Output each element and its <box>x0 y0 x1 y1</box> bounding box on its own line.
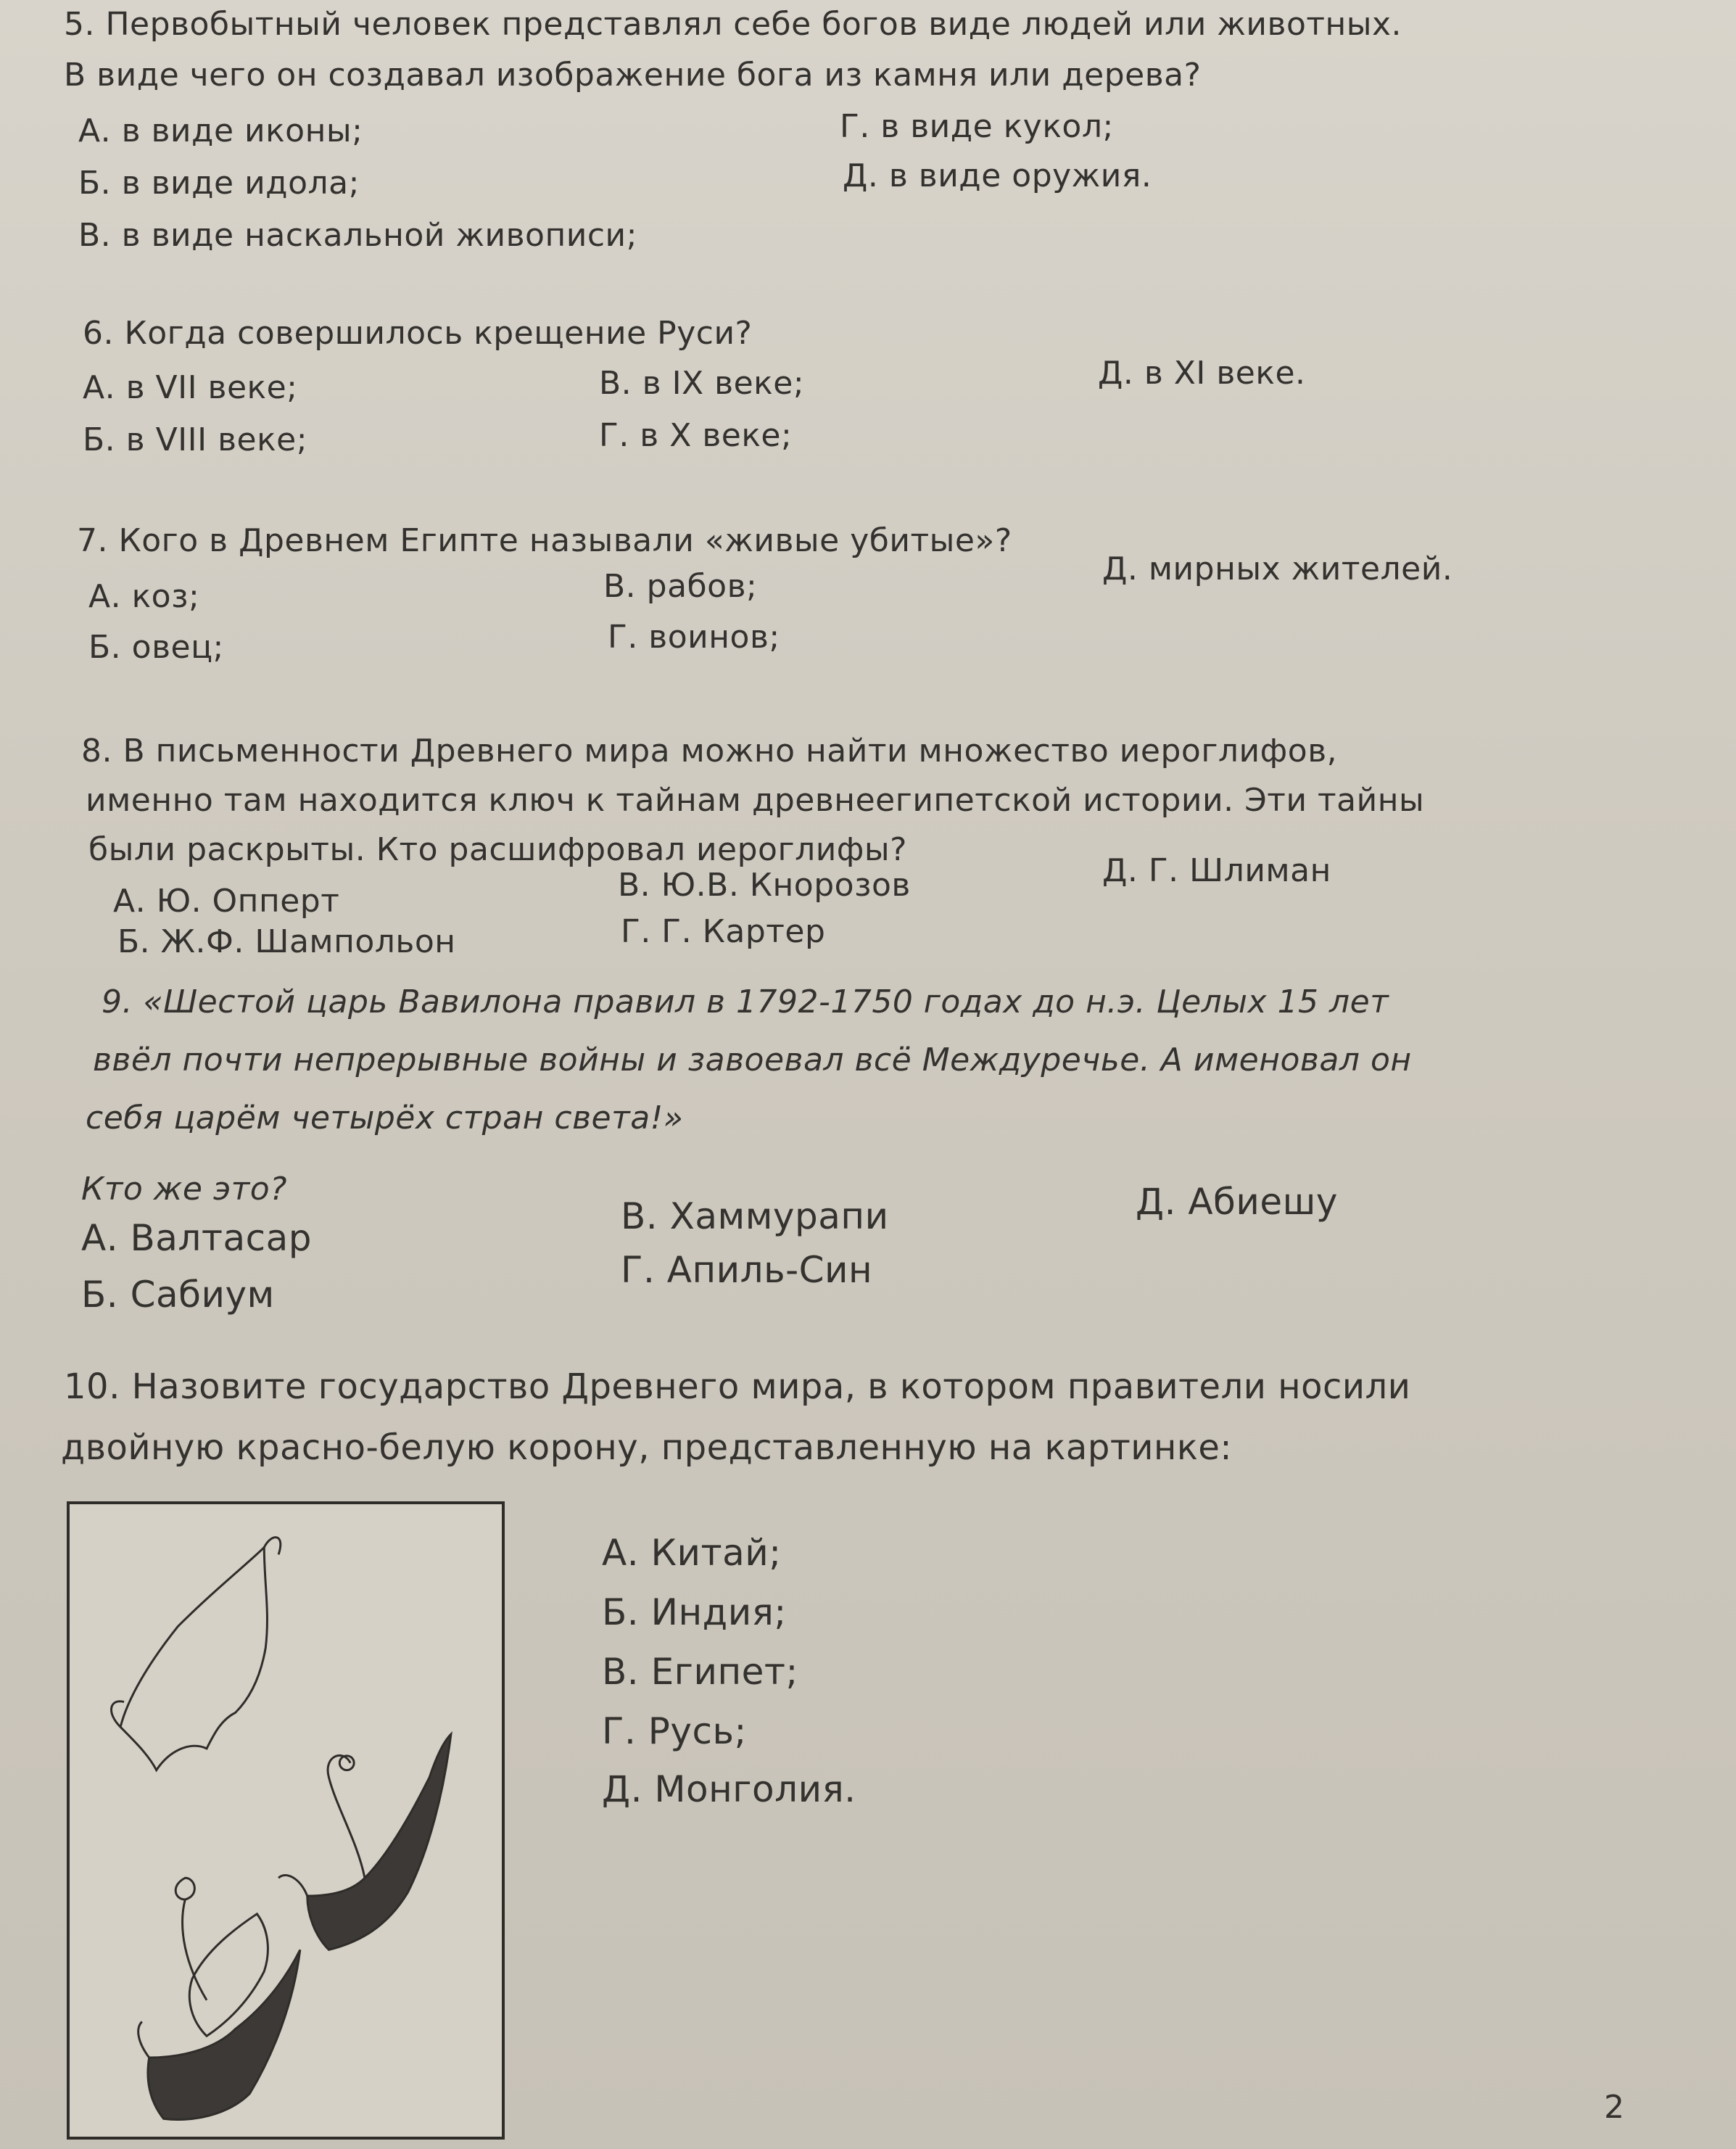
q6-option-g: Г. в X веке; <box>599 417 793 454</box>
q5-option-d: Д. в виде оружия. <box>843 157 1152 194</box>
q9-line-4: Кто же это? <box>81 1171 288 1208</box>
q10-option-g: Г. Русь; <box>602 1710 747 1752</box>
q7-option-v: В. рабов; <box>603 568 758 605</box>
q9-option-d: Д. Абиешу <box>1136 1181 1338 1223</box>
q10-option-a: А. Китай; <box>602 1532 782 1574</box>
q7-option-g: Г. воинов; <box>608 619 780 656</box>
q6-option-d: Д. в XI веке. <box>1098 355 1306 392</box>
q9-option-v: В. Хаммурапи <box>621 1195 889 1237</box>
q6-option-a: А. в VII веке; <box>83 369 298 406</box>
q5-line-1: 5. Первобытный человек представлял себе богов виде людей или животных. <box>64 6 1402 43</box>
q8-option-b: Б. Ж.Ф. Шампольон <box>117 923 456 960</box>
q8-line-1: 8. В письменности Древнего мира можно найти множество иероглифов, <box>81 733 1338 770</box>
q9-option-a: А. Валтасар <box>81 1217 313 1259</box>
q10-option-b: Б. Индия; <box>602 1591 787 1633</box>
double-crown-illustration <box>67 1501 505 2140</box>
q9-option-b: Б. Сабиум <box>81 1274 275 1316</box>
q10-option-v: В. Египет; <box>602 1651 798 1693</box>
q8-option-d: Д. Г. Шлиман <box>1102 852 1331 889</box>
q7-option-d: Д. мирных жителей. <box>1102 550 1453 587</box>
q9-line-2: ввёл почти непрерывные войны и завоевал всё Междуречье. А именовал он <box>93 1041 1412 1078</box>
q5-option-v: В. в виде наскальной живописи; <box>78 217 637 254</box>
q8-line-3: были раскрыты. Кто расшифровал иероглифы? <box>88 831 908 868</box>
q6-option-b: Б. в VIII веке; <box>83 421 308 458</box>
q9-line-3: себя царём четырёх стран света!» <box>86 1100 684 1137</box>
q8-option-a: А. Ю. Опперт <box>113 883 340 920</box>
q7-option-b: Б. овец; <box>88 629 224 666</box>
q9-option-g: Г. Апиль-Син <box>621 1249 873 1291</box>
q8-option-g: Г. Г. Картер <box>621 913 826 950</box>
q5-line-2: В виде чего он создавал изображение бога из камня или дерева? <box>64 57 1202 94</box>
page-number: 2 <box>1604 2089 1624 2126</box>
q6-option-v: В. в IX веке; <box>599 365 805 402</box>
q10-option-d: Д. Монголия. <box>602 1768 856 1810</box>
q8-option-v: В. Ю.В. Кнорозов <box>618 867 911 904</box>
q10-line-2: двойную красно-белую корону, представленную на картинке: <box>61 1427 1233 1468</box>
q8-line-2: именно там находится ключ к тайнам древнеегипетской истории. Эти тайны <box>86 782 1425 819</box>
q7-line-1: 7. Кого в Древнем Египте называли «живые убитые»? <box>77 522 1012 559</box>
q5-option-b: Б. в виде идола; <box>78 165 360 202</box>
q10-line-1: 10. Назовите государство Древнего мира, в котором правители носили <box>64 1366 1411 1407</box>
q7-option-a: А. коз; <box>88 578 200 615</box>
q5-option-a: А. в виде иконы; <box>78 112 363 149</box>
q5-option-g: Г. в виде кукол; <box>840 108 1114 145</box>
q9-line-1: 9. «Шестой царь Вавилона правил в 1792-1750 годах до н.э. Целых 15 лет <box>102 983 1389 1020</box>
q6-line-1: 6. Когда совершилось крещение Руси? <box>83 315 753 352</box>
